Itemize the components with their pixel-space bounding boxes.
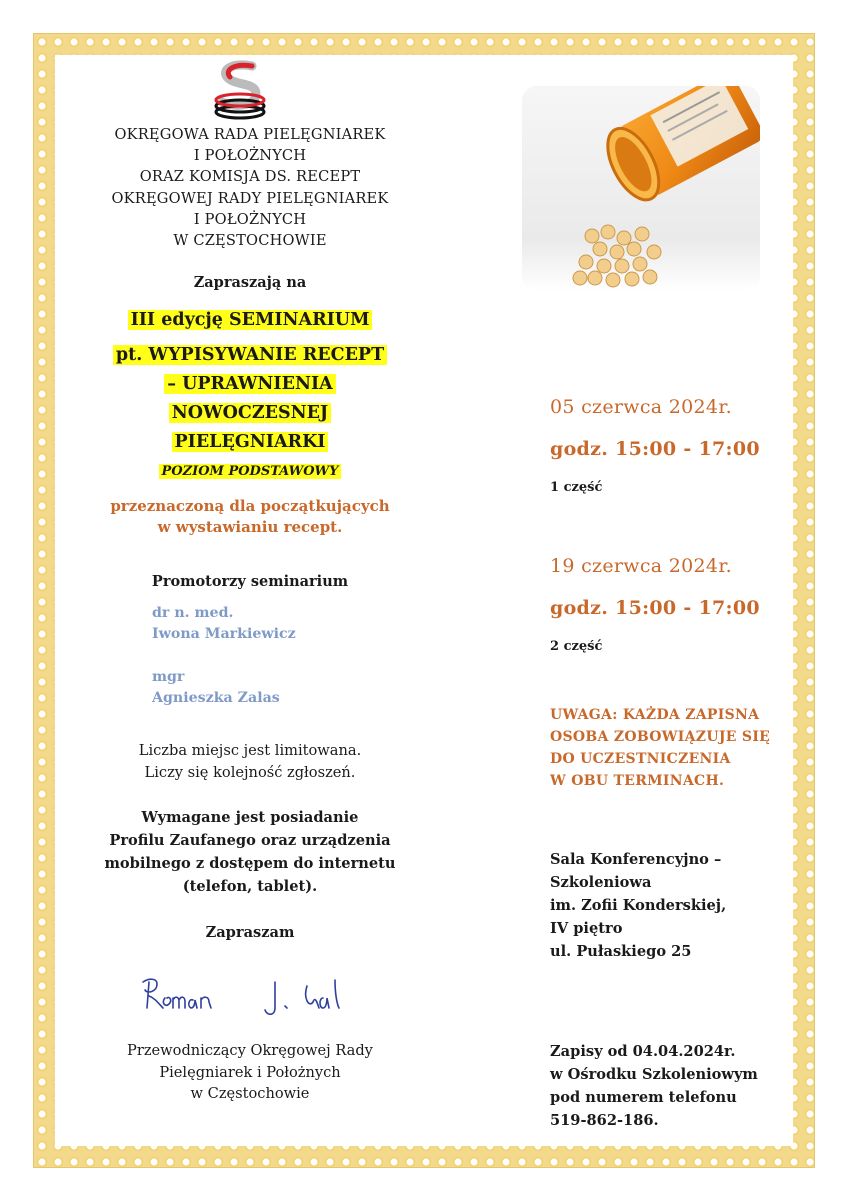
session-2-date: 19 czerwca 2024r.	[550, 555, 732, 577]
requirements-line: mobilnego z dostępem do internetu	[104, 855, 396, 872]
chair-line: w Częstochowie	[190, 1085, 310, 1102]
attendance-note	[550, 704, 800, 792]
seminar-title-line: PIELĘGNIARKI	[172, 432, 329, 452]
venue-line: ul. Pułaskiego 25	[550, 943, 692, 960]
limits-block	[95, 740, 405, 784]
promoters-heading: Promotorzy seminarium	[151, 573, 349, 590]
note-line: OSOBA ZOBOWIĄZUJE SIĘ	[550, 729, 771, 745]
promoter-name: Agnieszka Zalas	[152, 690, 280, 706]
promoter-name: Iwona Markiewicz	[152, 626, 296, 642]
phone-number: 519-862-186.	[550, 1112, 659, 1129]
signup-line: w Ośrodku Szkoleniowym	[550, 1066, 758, 1083]
handwritten-signature	[135, 968, 375, 1028]
requirements-line: Profilu Zaufanego oraz urządzenia	[109, 832, 391, 849]
requirements-block	[95, 806, 405, 898]
organizer-line: OKRĘGOWEJ RADY PIELĘGNIAREK	[111, 189, 389, 207]
session-1-time: godz. 15:00 - 17:00	[550, 438, 760, 460]
session-2-time: godz. 15:00 - 17:00	[550, 597, 760, 619]
limits-line: Liczba miejsc jest limitowana.	[138, 742, 362, 759]
closing-text: Zapraszam	[205, 924, 295, 941]
venue-line: Szkoleniowa	[550, 874, 652, 891]
session-2-part: 2 część	[550, 639, 603, 654]
invite-text: Zapraszają na	[193, 274, 307, 291]
signup-block	[550, 1040, 800, 1132]
organizer-line: I POŁOŻNYCH	[193, 147, 307, 165]
seminar-title-line: – UPRAWNIENIA	[164, 374, 335, 394]
venue-line: IV piętro	[550, 920, 623, 937]
limits-line: Liczy się kolejność zgłoszeń.	[144, 764, 356, 781]
session-1-date: 05 czerwca 2024r.	[550, 396, 732, 418]
seminar-title-block	[95, 306, 405, 457]
audience-line: przeznaczoną dla początkujących	[110, 497, 390, 515]
venue-line: Sala Konferencyjno –	[550, 851, 722, 868]
pill-bottle-image	[522, 86, 760, 342]
requirements-line: (telefon, tablet).	[182, 878, 318, 895]
note-line: W OBU TERMINACH.	[550, 773, 725, 789]
session-1-part: 1 część	[550, 480, 603, 495]
organizer-line: I POŁOŻNYCH	[193, 210, 307, 228]
organizer-line: ORAZ KOMISJA DS. RECEPT	[139, 168, 361, 186]
audience-block	[95, 496, 405, 538]
venue-line: im. Zofii Konderskiej,	[550, 897, 727, 914]
chair-line: Pielęgniarek i Położnych	[159, 1063, 341, 1081]
seminar-title-line: NOWOCZESNEJ	[169, 403, 331, 423]
organizer-line: OKRĘGOWA RADA PIELĘGNIAREK	[114, 126, 386, 143]
chair-line: Przewodniczący Okręgowej Rady	[127, 1042, 373, 1059]
chair-block	[95, 1040, 405, 1105]
level-badge: POZIOM PODSTAWOWY	[159, 464, 342, 479]
organizer-block	[95, 124, 405, 251]
venue-block	[550, 848, 800, 963]
audience-line: w wystawianiu recept.	[157, 518, 343, 536]
organization-logo	[212, 60, 268, 120]
promoter-degree: dr n. med.	[152, 605, 234, 621]
organizer-line: W CZĘSTOCHOWIE	[173, 232, 327, 250]
seminar-level	[95, 464, 405, 479]
note-line: UWAGA: KAŻDA ZAPISNA	[550, 707, 760, 723]
promoter-degree: mgr	[152, 669, 185, 685]
signup-line: Zapisy od 04.04.2024r.	[550, 1043, 736, 1060]
promoter-2	[152, 667, 280, 709]
requirements-line: Wymagane jest posiadanie	[141, 809, 359, 826]
promoter-1	[152, 603, 296, 645]
seminar-edition: III edycję SEMINARIUM	[128, 310, 373, 330]
seminar-title-line: pt. WYPISYWANIE RECEPT	[113, 345, 387, 365]
note-line: DO UCZESTNICZENIA	[550, 751, 731, 767]
signup-line: pod numerem telefonu	[550, 1089, 737, 1106]
